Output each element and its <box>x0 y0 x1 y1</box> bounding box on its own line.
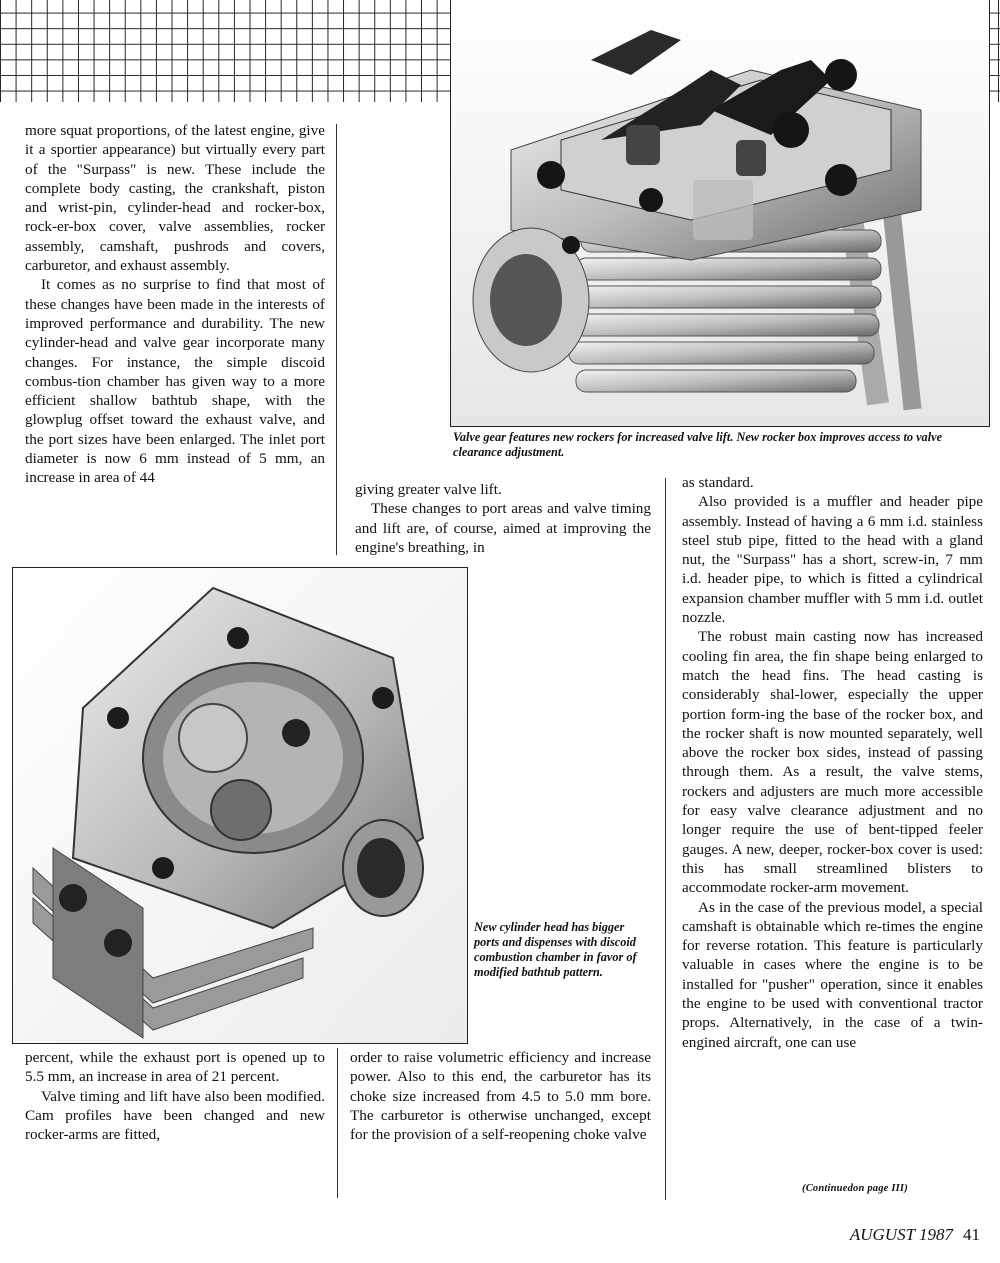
cylinder-head-caption: New cylinder head has bigger ports and dispenses with discoid combustion chamber in favor of modified bathtub pattern. <box>474 920 637 979</box>
paragraph: giving greater valve lift. <box>355 481 502 498</box>
paragraph: as standard. <box>682 474 754 491</box>
valve-gear-caption: Valve gear features new rockers for increased valve lift. New rocker box improves access to valve clearance adjustment. <box>453 430 943 459</box>
column-rule <box>336 124 337 555</box>
column-rule <box>665 478 666 1200</box>
cylinder-head-photo <box>12 567 468 1044</box>
column-2-bottom <box>350 1048 651 1144</box>
engine-rocker-illustration <box>451 0 989 426</box>
paragraph: These changes to port areas and valve timing and lift are, of course, aimed at improving the engine's breathing, in <box>355 500 651 556</box>
paragraph: The robust main casting now has increased cooling fin area, the fin shape being enlarged to match the head fins. The head casting is considerably shal-lower, especially the upper portion form-ing the base of the rocker box, and the rocker shaft is now mounted separately, well above the rocker box sides, instead of passing through them. As a result, the valve stems, rockers and adjusters are much more accessible for easy valve clearance adjustment and no longer require the use of bent-tipped feeler gauges. A new, deeper, rocker-box cover is used: this has small streamlined blisters to accommodate rocker-arm movement. <box>682 628 983 897</box>
issue-date: AUGUST 1987 <box>849 1225 953 1244</box>
paragraph: more squat proportions, of the latest engine, give it a sportier appearance) but virtually every part of the "Surpass" is new. These include the complete body casting, the crankshaft, piston and wrist-pin, cylinder-head and rocker-box, rock-er-box cover, valve assemblies, rocker assembly, camshaft, pushrods and covers, carburetor, and exhaust assembly. <box>25 122 325 275</box>
column-2-top <box>355 480 651 557</box>
paragraph: order to raise volumetric efficiency and increase power. Also to this end, the carburetor has its choke size increased from 4.5 to 5.0 mm bore. The carburetor is otherwise unchanged, except for the provision of a self-reopening choke valve <box>350 1049 651 1144</box>
paragraph: Valve timing and lift have also been modified. Cam profiles have been changed and new rocker-arms are fitted, <box>25 1087 325 1144</box>
paragraph: As in the case of the previous model, a special camshaft is obtainable which re-times the engine for reverse rotation. This feature is particularly valuable in cases where the engine is to be installed for "pusher" operation, since it enables the engine to be used with conventional tractor props. Alternatively, in the case of a twin-engined aircraft, one can use <box>682 898 983 1051</box>
valve-gear-photo <box>450 0 990 427</box>
column-3 <box>682 473 983 1052</box>
cylinder-head-illustration <box>13 568 467 1043</box>
page-footer <box>850 1225 980 1245</box>
column-rule <box>337 1048 338 1198</box>
page-number: 41 <box>963 1225 980 1244</box>
paragraph: It comes as no surprise to find that most of these changes have been made in the interests of improved performance and durability. The new cylinder-head and valve gear incorporate many changes. For instance, the simple discoid combus-tion chamber has given way to a more efficient shallow bathtub shape, with the glowplug offset toward the exhaust valve, and the port sizes have been enlarged. The inlet port diameter is now 6 mm instead of 5 mm, an increase in area of 44 <box>25 276 325 487</box>
continued-note: (Continuedon page III) <box>802 1183 908 1194</box>
paragraph: Also provided is a muffler and header pipe assembly. Instead of having a 6 mm i.d. stainless steel stub pipe, fitted to the head with a gland nut, the "Surpass" has a short, screw-in, 7 mm i.d. header pipe, to which is fitted a cylindrical expansion chamber muffler with 5 mm i.d. outlet nozzle. <box>682 493 983 627</box>
column-1-bottom <box>25 1048 325 1144</box>
column-1-top <box>25 121 325 488</box>
paragraph: percent, while the exhaust port is opened up to 5.5 mm, an increase in area of 21 percent. <box>25 1049 325 1086</box>
